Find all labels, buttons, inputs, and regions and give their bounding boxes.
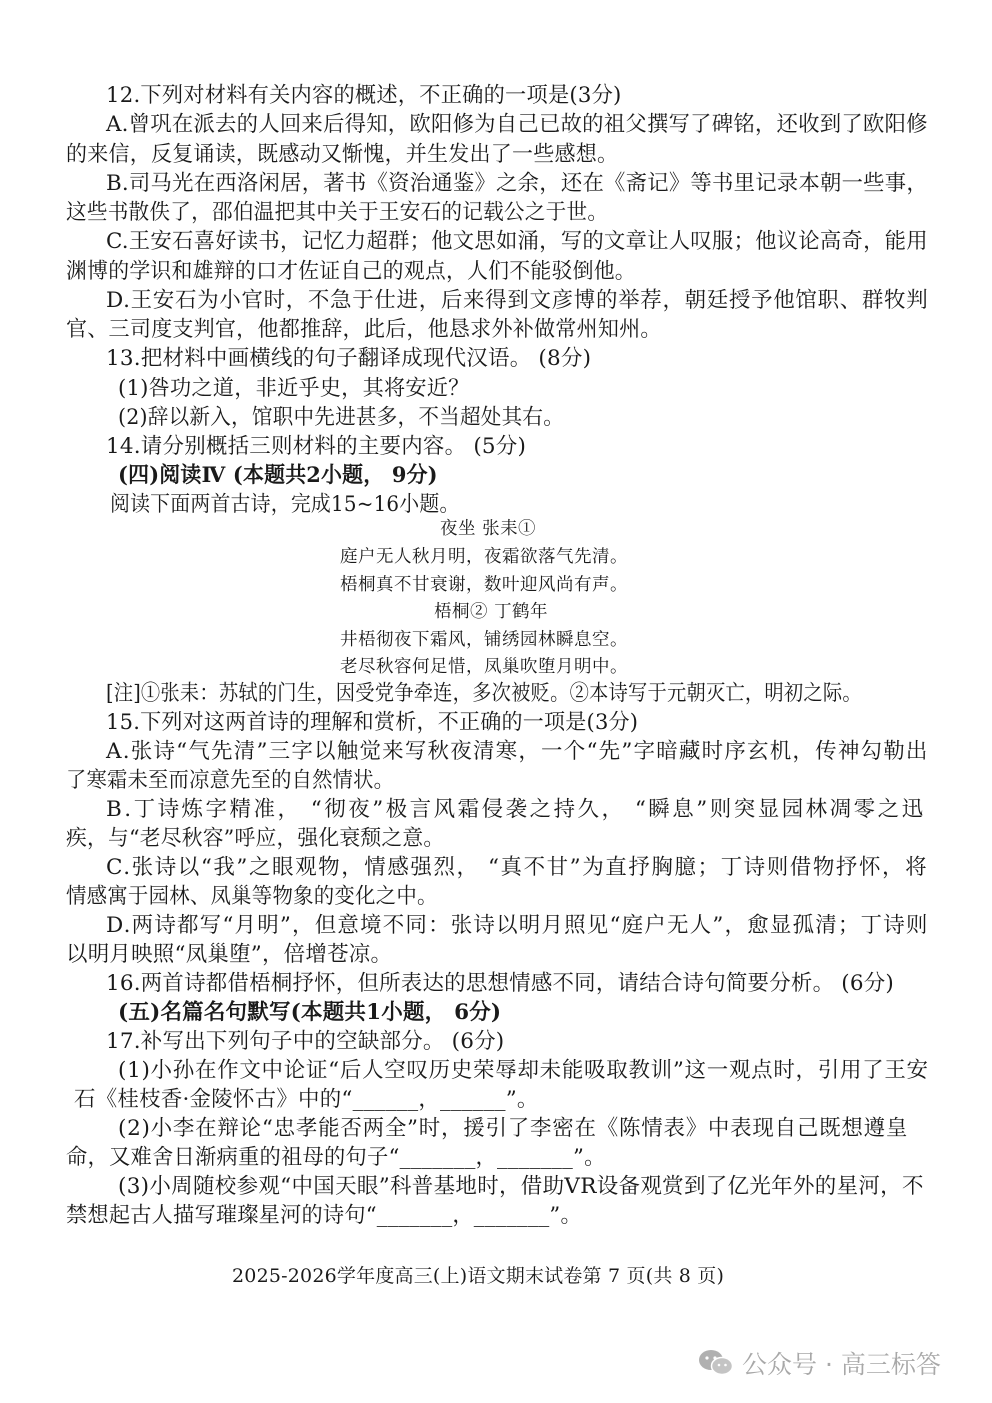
q17-item-3: (3)小周随校参观“中国天眼”科普基地时，借助VR设备观赏到了亿光年外的星河，不 <box>118 1174 924 1199</box>
poem-notes: [注]①张耒：苏轼的门生，因受党争牵连，多次被贬。②本诗写于元朝灭亡，明初之际。 <box>106 681 862 706</box>
q12-option-a: A.曾巩在派去的人回来后得知，欧阳修为自己已故的祖父撰写了碑铭，还收到了欧阳修 <box>106 112 928 137</box>
q17-item-2: (2)小李在辩论“忠孝能否两全”时，援引了李密在《陈情表》中表现自己既想遵皇 <box>118 1116 909 1141</box>
watermark <box>698 1345 941 1381</box>
watermark-text: 公众号 · 高三标答 <box>742 1350 941 1379</box>
q12-option-c-cont: 渊博的学识和雄辩的口才佐证自己的观点，人们不能驳倒他。 <box>66 259 636 284</box>
poem-1-title: 夜坐 张耒① <box>440 519 537 539</box>
q15-option-c: C.张诗以“我”之眼观物，情感强烈， “真不甘”为直抒胸臆；丁诗则借物抒怀，将 <box>106 855 929 880</box>
poem-1-line-1: 庭户无人秋月明，夜霜欲落气先清。 <box>340 547 628 567</box>
q17-item-1-cont: 石《桂枝香·金陵怀古》中的“______，______”。 <box>74 1087 539 1112</box>
q15-option-d-cont: 以明月映照“凤巢堕”，倍增苍凉。 <box>66 942 393 967</box>
q13-sentence-2: (2)辞以新入，馆职中先进甚多，不当超处其右。 <box>118 405 565 430</box>
poem-1-line-2: 梧桐真不甘衰谢，数叶迎风尚有声。 <box>340 575 628 595</box>
q12-option-b-cont: 这些书散佚了，邵伯温把其中关于王安石的记载公之于世。 <box>66 200 609 225</box>
q12-option-d: D.王安石为小官时，不急于仕进，后来得到文彦博的举荐，朝廷授予他馆职、群牧判 <box>106 288 929 313</box>
question-12: 12.下列对材料有关内容的概述，不正确的一项是(3分) <box>106 83 622 108</box>
q12-option-c: C.王安石喜好读书，记忆力超群；他文思如涌，写的文章让人叹服；他议论高奇，能用 <box>106 229 928 254</box>
q12-option-a-cont: 的来信，反复诵读，既感动又惭愧，并生发出了一些感想。 <box>66 142 619 167</box>
poem-2-line-1: 井梧彻夜下霜风，铺绣园林瞬息空。 <box>340 630 628 650</box>
question-13: 13.把材料中画横线的句子翻译成现代汉语。 (8分) <box>106 346 592 371</box>
question-15: 15.下列对这两首诗的理解和赏析，不正确的一项是(3分) <box>106 710 639 735</box>
q15-option-a-cont: 了寒霜未至而凉意先至的自然情状。 <box>66 768 395 793</box>
question-14: 14.请分别概括三则材料的主要内容。 (5分) <box>106 434 527 459</box>
q15-option-b: B.丁诗炼字精准， “彻夜”极言风霜侵袭之持久， “瞬息”则突显园林凋零之迅 <box>106 797 926 822</box>
poem-2-title: 梧桐② 丁鹤年 <box>434 602 549 622</box>
q12-option-d-cont: 官、三司度支判官，他都推辞，此后，他恳求外补做常州知州。 <box>66 317 662 342</box>
section-5-heading: (五)名篇名句默写(本题共1小题， 6分) <box>118 1000 502 1025</box>
page-footer: 2025-2026学年度高三(上)语文期末试卷第 7 页(共 8 页) <box>232 1265 725 1287</box>
q15-option-b-cont: 疾，与“老尽秋容”呼应，强化衰颓之意。 <box>66 826 445 851</box>
q17-item-2-cont: 命，又难舍日渐病重的祖母的句子“_______，_______”。 <box>66 1145 606 1170</box>
reading-instruction: 阅读下面两首古诗，完成15~16小题。 <box>110 492 460 517</box>
poem-2-line-2: 老尽秋容何足惜，凤巢吹堕月明中。 <box>340 657 628 677</box>
wechat-icon <box>698 1348 734 1378</box>
q15-option-a: A.张诗“气先清”三字以触觉来写秋夜清寒，一个“先”字暗藏时序玄机，传神勾勒出 <box>106 739 929 764</box>
q12-option-b: B.司马光在西洛闲居，著书《资治通鉴》之余，还在《斋记》等书里记录本朝一些事， <box>106 171 928 196</box>
question-17: 17.补写出下列句子中的空缺部分。 (6分) <box>106 1029 505 1054</box>
q17-item-1: (1)小孙在作文中论证“后人空叹历史荣辱却未能吸取教训”这一观点时，引用了王安 <box>118 1058 929 1083</box>
q15-option-c-cont: 情感寓于园林、凤巢等物象的变化之中。 <box>66 884 438 909</box>
q13-sentence-1: (1)咎功之道，非近乎史，其将安近？ <box>118 376 470 401</box>
section-4-heading: (四)阅读Ⅳ (本题共2小题， 9分) <box>118 463 438 488</box>
q15-option-d: D.两诗都写“月明”，但意境不同：张诗以明月照见“庭户无人”，愈显孤清；丁诗则 <box>106 913 929 938</box>
question-16: 16.两首诗都借梧桐抒怀，但所表达的思想情感不同，请结合诗句简要分析。 (6分) <box>106 971 894 996</box>
q17-item-3-cont: 禁想起古人描写璀璨星河的诗句“_______，_______”。 <box>66 1203 582 1228</box>
